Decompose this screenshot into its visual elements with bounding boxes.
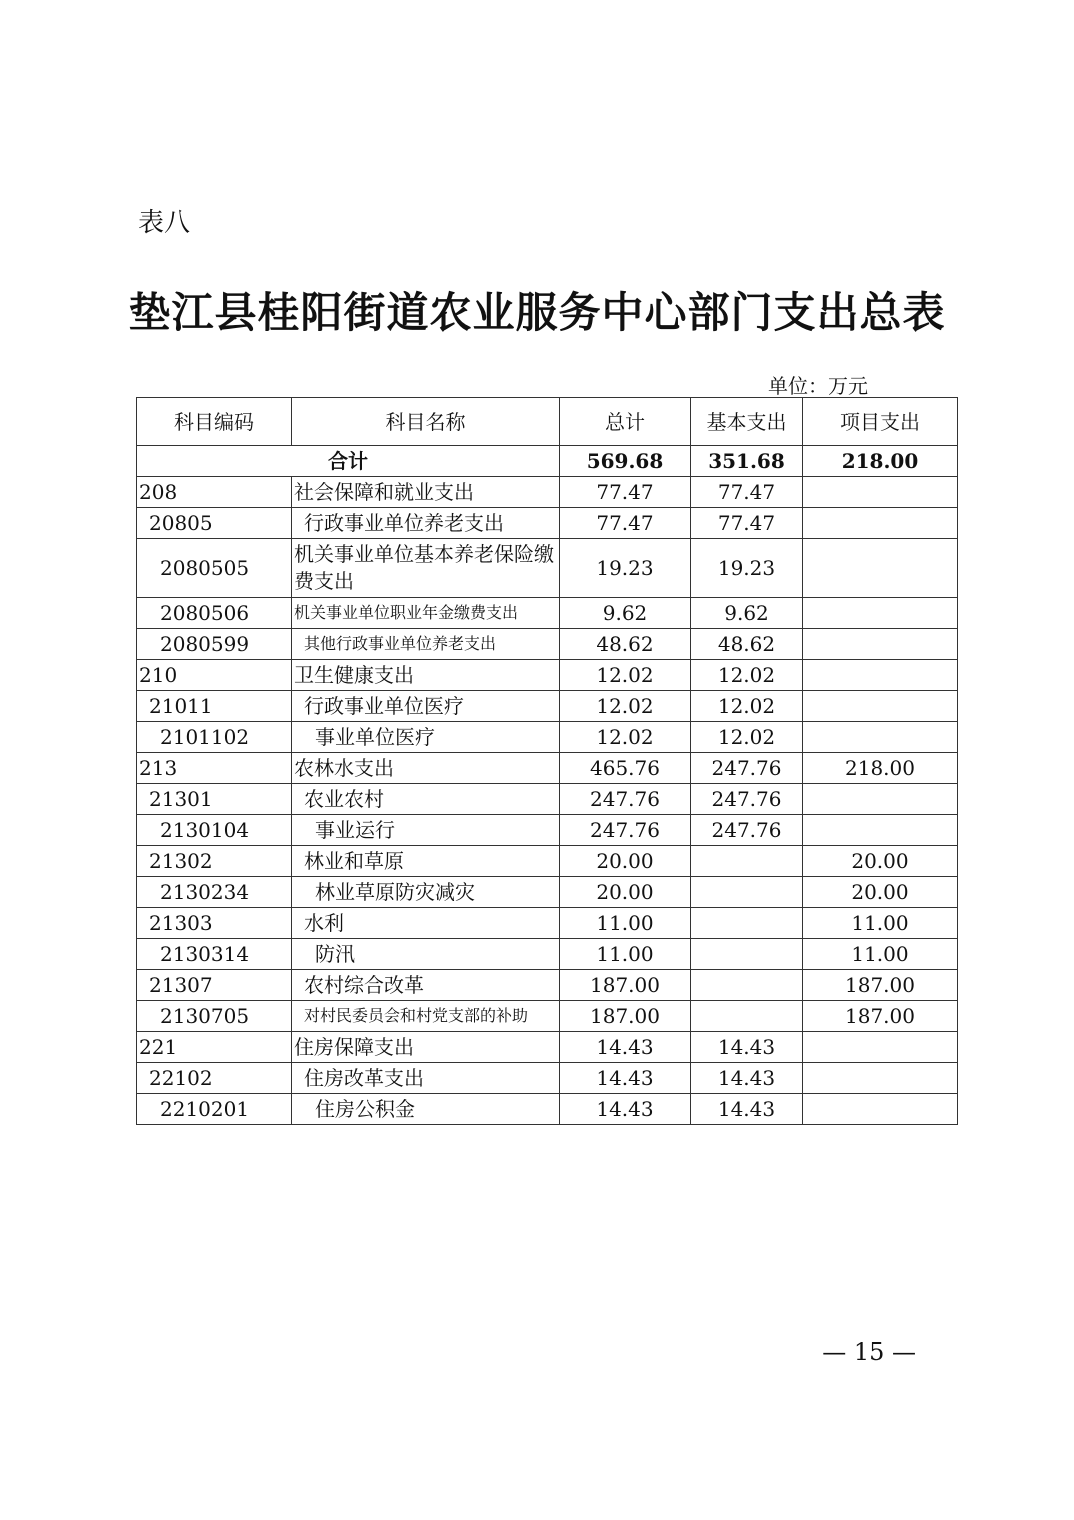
row-name: 对村民委员会和村党支部的补助 bbox=[292, 1001, 560, 1032]
row-project bbox=[803, 477, 958, 508]
row-name: 住房保障支出 bbox=[292, 1032, 560, 1063]
row-code: 2080599 bbox=[137, 629, 292, 660]
row-name: 防汛 bbox=[292, 939, 560, 970]
row-basic: 19.23 bbox=[691, 539, 803, 598]
row-project bbox=[803, 539, 958, 598]
row-code: 208 bbox=[137, 477, 292, 508]
total-label: 合计 bbox=[137, 446, 560, 477]
header-name: 科目名称 bbox=[292, 398, 560, 446]
row-code: 221 bbox=[137, 1032, 292, 1063]
row-project bbox=[803, 598, 958, 629]
row-basic: 12.02 bbox=[691, 722, 803, 753]
row-total: 12.02 bbox=[560, 660, 691, 691]
row-total: 77.47 bbox=[560, 508, 691, 539]
row-basic bbox=[691, 908, 803, 939]
expenditure-table bbox=[136, 397, 958, 1125]
row-total: 14.43 bbox=[560, 1094, 691, 1125]
row-basic: 247.76 bbox=[691, 753, 803, 784]
row-code: 213 bbox=[137, 753, 292, 784]
row-project bbox=[803, 508, 958, 539]
table-row bbox=[137, 477, 958, 508]
row-basic: 12.02 bbox=[691, 660, 803, 691]
table-row bbox=[137, 598, 958, 629]
header-row bbox=[137, 398, 958, 446]
row-name: 行政事业单位医疗 bbox=[292, 691, 560, 722]
row-basic: 12.02 bbox=[691, 691, 803, 722]
row-basic: 247.76 bbox=[691, 784, 803, 815]
table-row bbox=[137, 877, 958, 908]
row-total: 187.00 bbox=[560, 1001, 691, 1032]
row-project bbox=[803, 1094, 958, 1125]
row-code: 2101102 bbox=[137, 722, 292, 753]
row-name: 水利 bbox=[292, 908, 560, 939]
table-row bbox=[137, 784, 958, 815]
table-row bbox=[137, 629, 958, 660]
row-code: 2080506 bbox=[137, 598, 292, 629]
row-name: 事业单位医疗 bbox=[292, 722, 560, 753]
row-code: 2130705 bbox=[137, 1001, 292, 1032]
row-code: 21302 bbox=[137, 846, 292, 877]
row-project bbox=[803, 629, 958, 660]
table-row bbox=[137, 1094, 958, 1125]
row-name: 林业和草原 bbox=[292, 846, 560, 877]
row-project bbox=[803, 722, 958, 753]
row-basic bbox=[691, 1001, 803, 1032]
row-code: 2210201 bbox=[137, 1094, 292, 1125]
table-row bbox=[137, 722, 958, 753]
row-name: 机关事业单位基本养老保险缴费支出 bbox=[292, 539, 560, 598]
table-row bbox=[137, 753, 958, 784]
row-basic: 247.76 bbox=[691, 815, 803, 846]
table-row bbox=[137, 939, 958, 970]
table-row bbox=[137, 1063, 958, 1094]
row-code: 20805 bbox=[137, 508, 292, 539]
total-basic: 351.68 bbox=[691, 446, 803, 477]
header-project: 项目支出 bbox=[803, 398, 958, 446]
row-project: 187.00 bbox=[803, 1001, 958, 1032]
row-total: 12.02 bbox=[560, 691, 691, 722]
row-code: 2130104 bbox=[137, 815, 292, 846]
row-total: 20.00 bbox=[560, 877, 691, 908]
row-basic: 77.47 bbox=[691, 477, 803, 508]
row-name: 农林水支出 bbox=[292, 753, 560, 784]
row-basic bbox=[691, 877, 803, 908]
row-basic: 77.47 bbox=[691, 508, 803, 539]
row-code: 210 bbox=[137, 660, 292, 691]
table-row bbox=[137, 1001, 958, 1032]
row-name: 农村综合改革 bbox=[292, 970, 560, 1001]
header-basic: 基本支出 bbox=[691, 398, 803, 446]
row-total: 14.43 bbox=[560, 1032, 691, 1063]
row-project: 11.00 bbox=[803, 908, 958, 939]
row-name: 行政事业单位养老支出 bbox=[292, 508, 560, 539]
row-basic: 48.62 bbox=[691, 629, 803, 660]
row-total: 19.23 bbox=[560, 539, 691, 598]
row-basic bbox=[691, 970, 803, 1001]
table-row bbox=[137, 691, 958, 722]
row-name: 其他行政事业单位养老支出 bbox=[292, 629, 560, 660]
table-row bbox=[137, 846, 958, 877]
row-name: 社会保障和就业支出 bbox=[292, 477, 560, 508]
table-row bbox=[137, 660, 958, 691]
header-code: 科目编码 bbox=[137, 398, 292, 446]
total-project: 218.00 bbox=[803, 446, 958, 477]
row-total: 11.00 bbox=[560, 908, 691, 939]
table-row bbox=[137, 908, 958, 939]
row-project: 11.00 bbox=[803, 939, 958, 970]
row-total: 77.47 bbox=[560, 477, 691, 508]
row-code: 22102 bbox=[137, 1063, 292, 1094]
table-row bbox=[137, 970, 958, 1001]
row-project: 187.00 bbox=[803, 970, 958, 1001]
unit-label: 单位：万元 bbox=[768, 374, 868, 398]
row-project: 20.00 bbox=[803, 846, 958, 877]
row-name: 住房公积金 bbox=[292, 1094, 560, 1125]
row-project bbox=[803, 1063, 958, 1094]
table-label: 表八 bbox=[138, 208, 191, 238]
row-name: 事业运行 bbox=[292, 815, 560, 846]
row-project bbox=[803, 815, 958, 846]
row-project bbox=[803, 784, 958, 815]
row-name: 机关事业单位职业年金缴费支出 bbox=[292, 598, 560, 629]
row-basic: 14.43 bbox=[691, 1063, 803, 1094]
row-project bbox=[803, 691, 958, 722]
table-row bbox=[137, 815, 958, 846]
row-code: 2130234 bbox=[137, 877, 292, 908]
row-code: 2130314 bbox=[137, 939, 292, 970]
row-code: 21303 bbox=[137, 908, 292, 939]
total-sum: 569.68 bbox=[560, 446, 691, 477]
row-name: 住房改革支出 bbox=[292, 1063, 560, 1094]
row-total: 465.76 bbox=[560, 753, 691, 784]
row-basic: 14.43 bbox=[691, 1094, 803, 1125]
row-basic: 14.43 bbox=[691, 1032, 803, 1063]
row-code: 21301 bbox=[137, 784, 292, 815]
row-code: 21307 bbox=[137, 970, 292, 1001]
table-row bbox=[137, 539, 958, 598]
table-row bbox=[137, 1032, 958, 1063]
row-total: 9.62 bbox=[560, 598, 691, 629]
row-total: 20.00 bbox=[560, 846, 691, 877]
row-total: 247.76 bbox=[560, 815, 691, 846]
row-name: 卫生健康支出 bbox=[292, 660, 560, 691]
row-project: 218.00 bbox=[803, 753, 958, 784]
row-total: 12.02 bbox=[560, 722, 691, 753]
page-number-text: — 15 — bbox=[822, 1338, 916, 1366]
row-code: 2080505 bbox=[137, 539, 292, 598]
row-total: 11.00 bbox=[560, 939, 691, 970]
row-total: 187.00 bbox=[560, 970, 691, 1001]
table-row bbox=[137, 508, 958, 539]
row-code: 21011 bbox=[137, 691, 292, 722]
total-row bbox=[137, 446, 958, 477]
row-basic bbox=[691, 939, 803, 970]
page-number bbox=[0, 1338, 1074, 1366]
header-total: 总计 bbox=[560, 398, 691, 446]
row-total: 247.76 bbox=[560, 784, 691, 815]
row-project: 20.00 bbox=[803, 877, 958, 908]
row-total: 14.43 bbox=[560, 1063, 691, 1094]
row-project bbox=[803, 660, 958, 691]
row-project bbox=[803, 1032, 958, 1063]
document-title: 垫江县桂阳街道农业服务中心部门支出总表 bbox=[128, 288, 946, 337]
row-basic: 9.62 bbox=[691, 598, 803, 629]
row-name: 农业农村 bbox=[292, 784, 560, 815]
row-total: 48.62 bbox=[560, 629, 691, 660]
row-name: 林业草原防灾减灾 bbox=[292, 877, 560, 908]
row-basic bbox=[691, 846, 803, 877]
